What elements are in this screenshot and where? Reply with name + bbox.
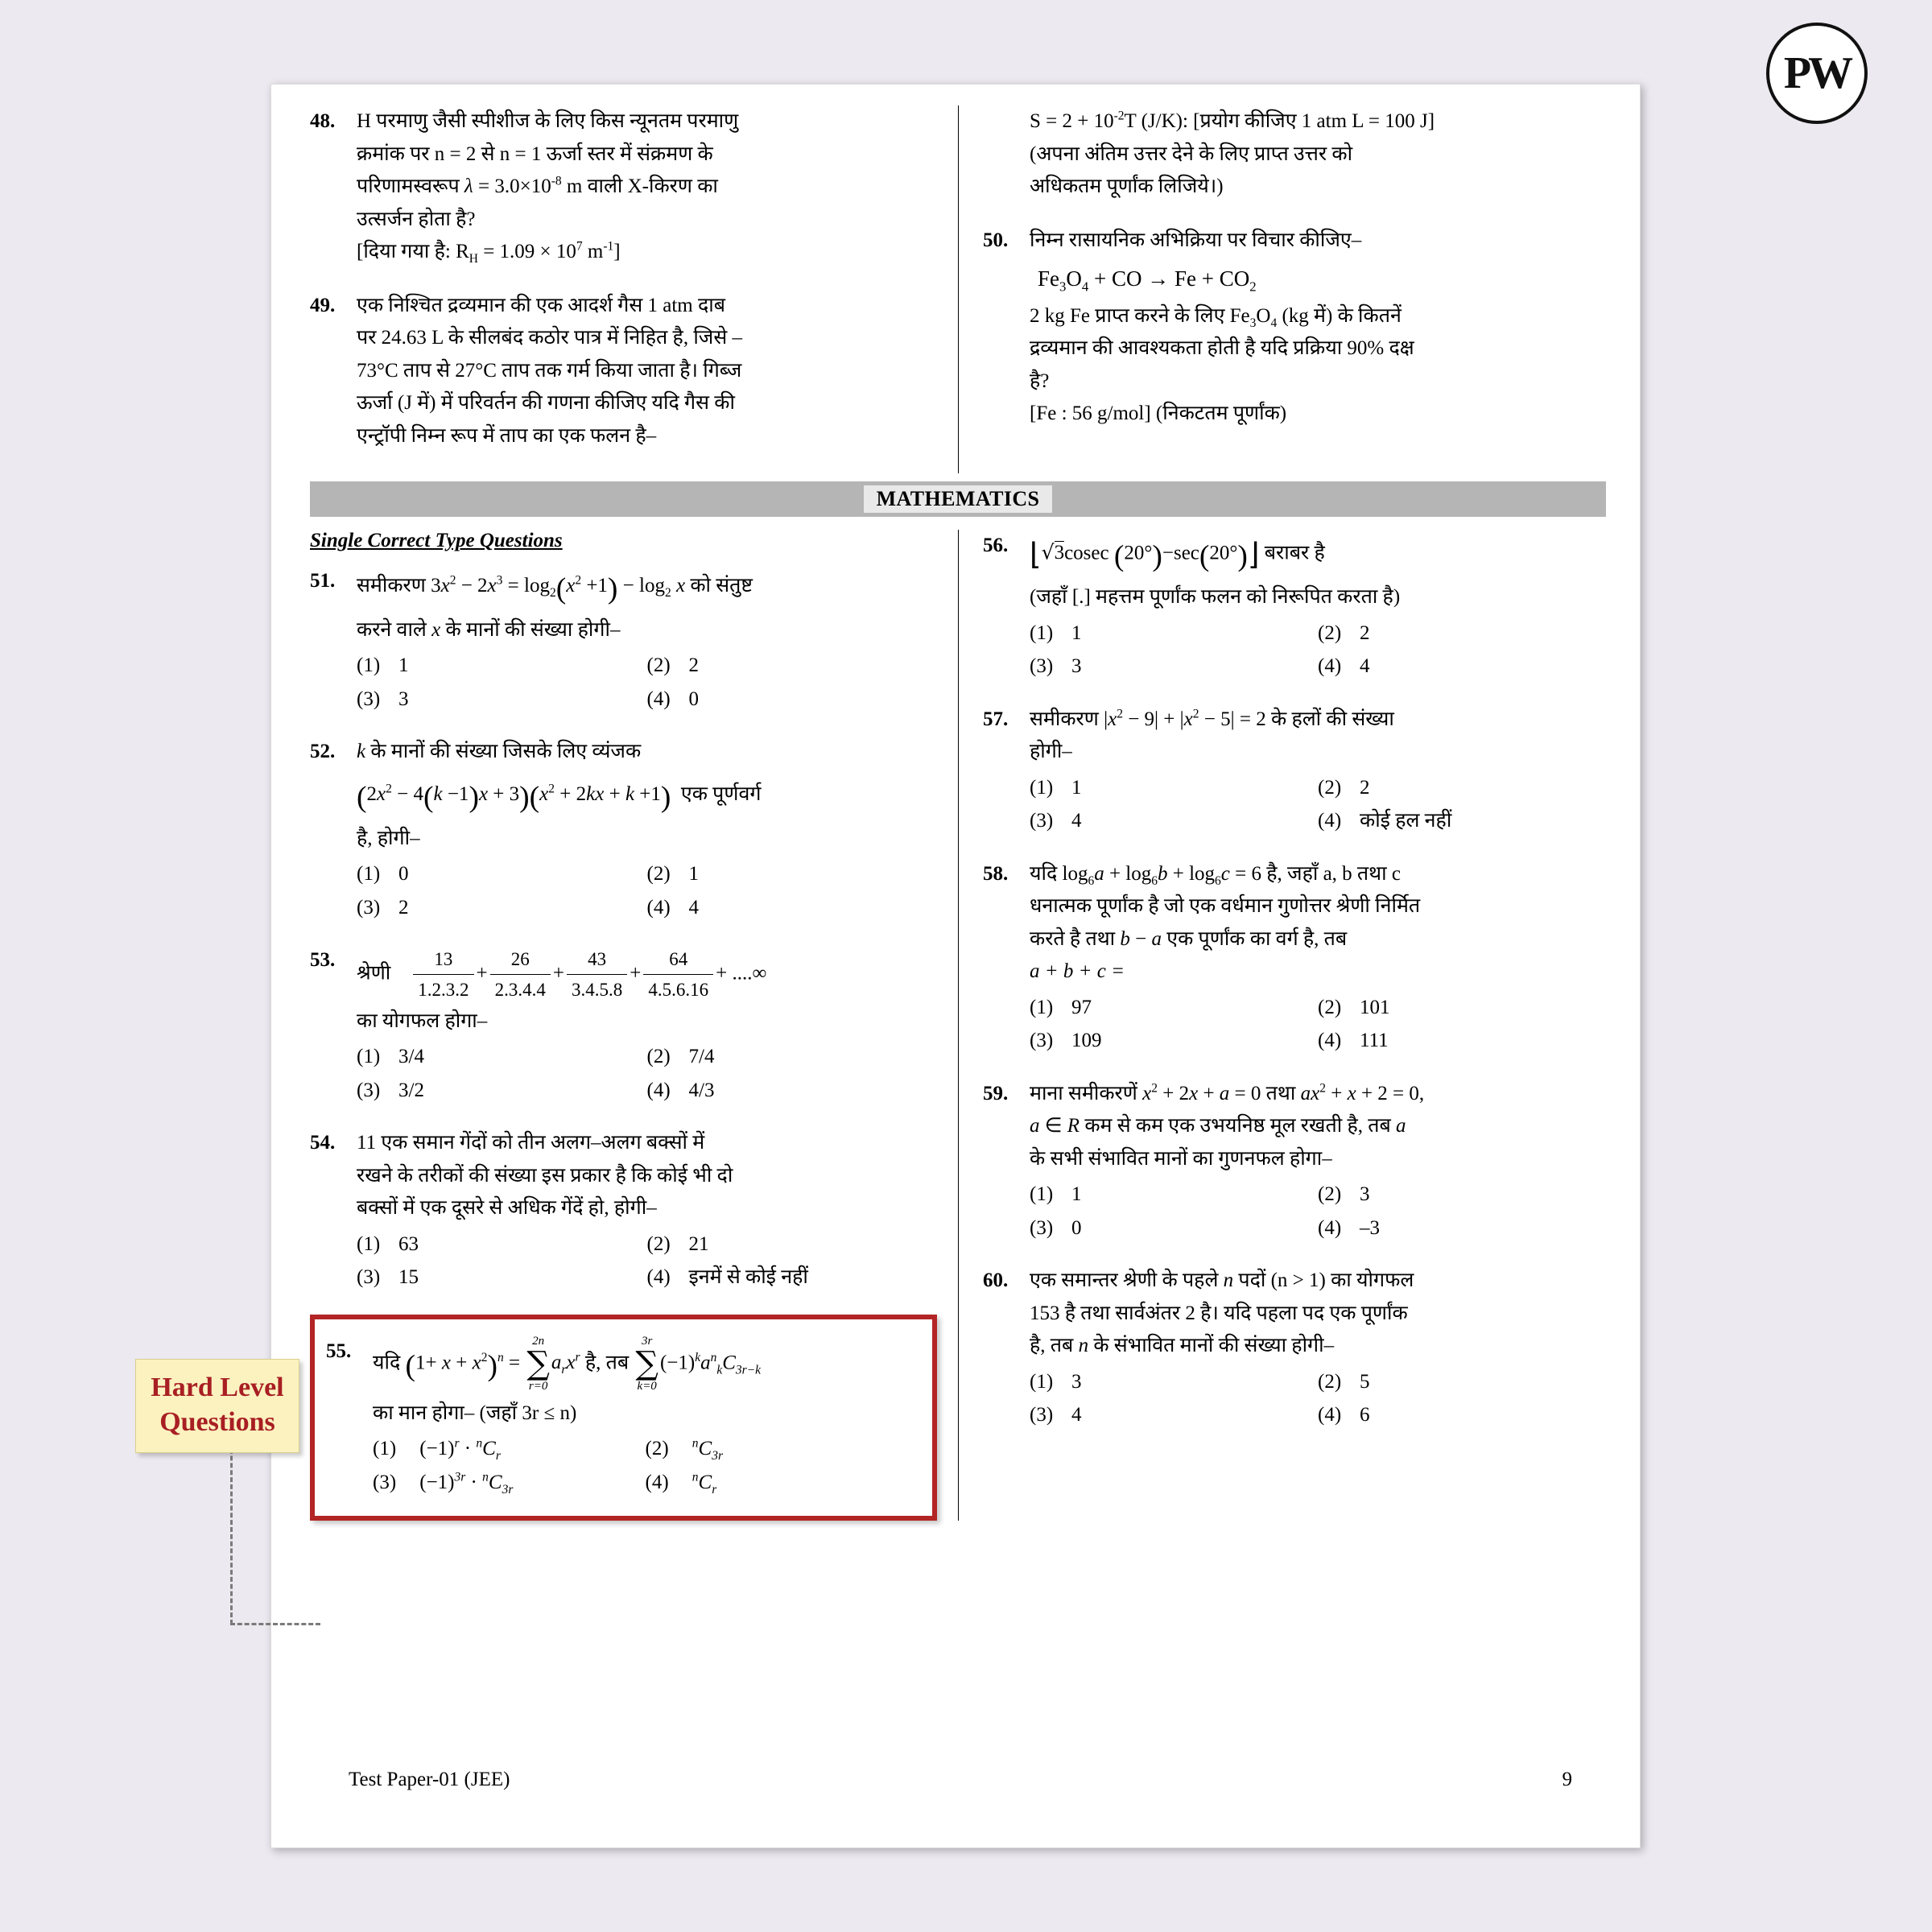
- pw-logo-text: PW: [1783, 48, 1851, 98]
- q58-line-3-a: करते है तथा: [1030, 927, 1121, 950]
- question-55-options: [373, 1433, 918, 1498]
- q56-option-3[interactable]: [1030, 650, 1318, 683]
- q53-term-2-num: 26: [510, 949, 530, 969]
- q52-option-4-value: 4: [688, 896, 699, 919]
- question-52-number: 52.: [310, 741, 336, 763]
- q60-var-n-1: n: [1223, 1269, 1234, 1292]
- q56-option-2-value: 2: [1360, 621, 1370, 644]
- q48-line-1: H परमाणु जैसी स्पीशीज के लिए किस न्यूनतम परमाणु: [357, 110, 739, 132]
- q53-option-3-value: 3/2: [398, 1079, 424, 1101]
- q49-cont-line-1: [1030, 105, 1606, 138]
- q59-option-2[interactable]: [1318, 1179, 1606, 1211]
- q48-line-2: क्रमांक पर n = 2 से n = 1 ऊर्जा स्तर में संक्रमण के: [357, 142, 713, 165]
- question-58-options: [1030, 992, 1606, 1057]
- q54-option-4-label: (4): [646, 1266, 671, 1288]
- q49-cont-post: T (J/K): [प्रयोग कीजिए 1 atm L = 100 J]: [1124, 110, 1435, 132]
- q55-option-4-label: (4): [645, 1471, 669, 1493]
- q55-line-2-text: का मान होगा– (जहाँ 3r ≤ n): [373, 1402, 577, 1424]
- question-50: [983, 225, 1606, 431]
- q48-lambda-exp: -8: [551, 174, 562, 188]
- question-52-body: [357, 736, 937, 923]
- q58-line-1: यदि $\log_6a + \log_6b + \log_6c = 6$ है, जहाँ a, b तथा c: [1030, 862, 1401, 888]
- q52-option-3-label: (3): [357, 896, 381, 919]
- q57-option-4[interactable]: [1318, 805, 1606, 837]
- question-60: [983, 1265, 1606, 1431]
- q54-option-1-value: 63: [398, 1232, 419, 1255]
- q55-sigma-2: 3r ∑ k=0: [635, 1334, 658, 1393]
- q52-line-1-rest: के मानों की संख्या जिसके लिए व्यंजक: [365, 741, 642, 763]
- q60-option-4[interactable]: [1318, 1399, 1606, 1431]
- question-54-number: 54.: [310, 1132, 336, 1154]
- q48-given-end: ]: [613, 241, 621, 262]
- q53-option-2-value: 7/4: [688, 1046, 715, 1067]
- q54-option-2-value: 21: [688, 1232, 709, 1255]
- q50-line-2-c: (kg में) के कितनें: [1277, 304, 1402, 327]
- q58-option-4-label: (4): [1318, 1030, 1342, 1052]
- q57-option-2-value: 2: [1360, 776, 1370, 799]
- question-55-number: 55.: [326, 1340, 352, 1362]
- q58-line-1-pre: यदि log: [1030, 862, 1088, 885]
- question-56-options: [1030, 617, 1606, 683]
- q48-line-3-post: m वाली X-किरण का: [561, 175, 718, 197]
- subject-banner: [310, 481, 1606, 517]
- q53-label: श्रेणी: [357, 962, 391, 985]
- q51-stem: समीकरण $3x^2 - 2x^3 = \log_2(x^2 +1) - \log_2 x$ को संतुष्ट: [357, 572, 753, 605]
- q57-option-1[interactable]: [1030, 772, 1318, 804]
- question-48-body: [357, 105, 937, 269]
- q58-line-2: धनात्मक पूर्णांक है जो एक वर्धमान गुणोत्तर श्रेणी निर्मित: [1030, 895, 1421, 918]
- q52-var-k: k: [357, 741, 366, 763]
- q60-var-n-2: n: [1078, 1335, 1089, 1357]
- q57-stem-post: = 2 के हलों की संख्या: [1234, 708, 1394, 730]
- callout-leader-vertical: [230, 1435, 234, 1624]
- question-57: [983, 704, 1606, 837]
- q50-line-4: है?: [1030, 369, 1050, 392]
- q53-option-1-label: (1): [357, 1046, 381, 1067]
- question-51-options: [357, 650, 937, 715]
- q57-option-1-value: 1: [1071, 776, 1082, 799]
- q51-line-2-a: करने वाले: [357, 618, 432, 641]
- question-50-body: [1030, 225, 1606, 431]
- q55-option-1[interactable]: (1) $(-1)^r \cdot ^nC_r$: [373, 1433, 646, 1465]
- chemistry-left-column: [310, 105, 958, 473]
- q56-option-1-value: 1: [1071, 621, 1082, 644]
- q59-line-2-a: कम से कम एक उभयनिष्ठ मूल रखती है, तब: [1080, 1115, 1396, 1137]
- q59-line-1: माना समीकरणें $x^2 + 2x + a = 0$ तथा $ax^2 + x + 2 = 0$,: [1030, 1081, 1425, 1104]
- q58-option-4[interactable]: [1318, 1025, 1606, 1057]
- q49-cont-exp: -2: [1113, 109, 1125, 123]
- q58-option-2[interactable]: [1318, 992, 1606, 1024]
- chemistry-right-column: [958, 105, 1606, 473]
- q52-option-3-value: 2: [398, 896, 409, 919]
- page-footer: [349, 1769, 1572, 1791]
- q51-option-4-value: 0: [688, 687, 699, 710]
- q53-term-2-den: 2.3.4.4: [490, 974, 551, 1005]
- q59-option-1-label: (1): [1030, 1183, 1054, 1206]
- question-55-highlight-box: [310, 1315, 937, 1521]
- q49-line-4: ऊर्जा (J में) में परिवर्तन की गणना कीजिए यदि गैस की: [357, 392, 735, 414]
- q52-option-1[interactable]: [357, 858, 647, 890]
- q58-option-1-label: (1): [1030, 996, 1054, 1018]
- q54-option-3-value: 15: [398, 1266, 419, 1288]
- q55-stem: यदि $(1+ x + x^2)^n$ = 2n ∑ r=0 $a_rx^r$ है, तब 3r ∑ k=0 $(-1)^ka^n_kC_{3r-k}$: [373, 1334, 762, 1393]
- question-53-number: 53.: [310, 949, 336, 971]
- q48-given-exp: 7: [576, 239, 583, 254]
- q51-option-2-value: 2: [688, 654, 699, 677]
- q51-line-2-b: के मानों की संख्या होगी–: [440, 618, 621, 641]
- q48-given: [357, 236, 937, 269]
- question-49-continuation: [983, 105, 1606, 204]
- q57-option-3[interactable]: [1030, 805, 1318, 837]
- q56-stem-tail: बराबर है: [1259, 542, 1325, 564]
- q49-cont-line-3: अधिकतम पूर्णांक लिजिये।): [1030, 175, 1224, 197]
- question-49-body: [357, 290, 937, 453]
- q51-option-1-label: (1): [357, 654, 381, 677]
- q53-term-1-num: 13: [434, 949, 453, 969]
- q54-option-4[interactable]: [647, 1261, 938, 1294]
- q53-term-1: [413, 944, 473, 1005]
- question-58-body: [1030, 858, 1606, 1057]
- q58-line-1-post: = 6 है, जहाँ a, b तथा c: [1229, 862, 1401, 885]
- q60-line-1-b: पदों (n > 1) का योगफल: [1233, 1269, 1414, 1292]
- q53-series: श्रेणी $\frac{13}{1.2.3.2}$ + $\frac{26}{2.3.4.4}$ + $\frac{43}{3.4.5.8}$ + $\frac{64}{4.5.6.16}$ + ....∞: [357, 944, 937, 1005]
- q51-option-3[interactable]: [357, 683, 647, 716]
- q55-option-3-label: (3): [373, 1471, 397, 1493]
- q48-given-pre: [दिया गया है: R: [357, 241, 469, 262]
- q51-option-3-value: 3: [398, 687, 409, 710]
- q56-option-1[interactable]: [1030, 617, 1318, 650]
- q58-option-3-label: (3): [1030, 1030, 1054, 1052]
- question-52-options: [357, 858, 937, 923]
- q51-option-1-value: 1: [398, 654, 409, 677]
- q60-line-3-b: के संभावित मानों की संख्या होगी–: [1088, 1335, 1335, 1357]
- q58-option-2-label: (2): [1318, 996, 1342, 1018]
- q50-line-2-a: 2 kg Fe प्राप्त करने के लिए Fe: [1030, 304, 1250, 327]
- q51-var-x: x: [431, 618, 441, 641]
- q58-option-3-value: 109: [1071, 1030, 1102, 1052]
- q53-term-2: [490, 944, 551, 1005]
- q52-line-4: है, होगी–: [357, 827, 420, 849]
- q53-option-4-value: 4/3: [688, 1079, 715, 1101]
- page-sheet: [270, 84, 1641, 1848]
- q52-line-1: [357, 736, 937, 769]
- q59-option-4-label: (4): [1318, 1216, 1342, 1239]
- question-55: [326, 1335, 918, 1499]
- q52-option-2[interactable]: [647, 858, 938, 890]
- callout-line-1: Hard Level: [151, 1373, 284, 1402]
- pw-logo: [1766, 23, 1868, 124]
- q57-option-2[interactable]: [1318, 772, 1606, 804]
- q57-option-2-label: (2): [1318, 776, 1342, 799]
- q53-term-4: [643, 944, 713, 1005]
- q52-option-4-label: (4): [646, 896, 671, 919]
- q50-line-5: [Fe : 56 g/mol] (निकटतम पूर्णांक): [1030, 402, 1287, 425]
- question-53: [310, 944, 937, 1106]
- q57-option-4-label: (4): [1318, 810, 1342, 832]
- q59-option-4[interactable]: [1318, 1212, 1606, 1245]
- q54-line-1: 11 एक समान गेंदों को तीन अलग–अलग बक्सों में: [357, 1132, 705, 1154]
- q55-sigma-1: 2n ∑ r=0: [526, 1334, 550, 1393]
- callout-leader-horizontal: [230, 1623, 320, 1627]
- question-51-body: [357, 565, 937, 715]
- q57-stem: समीकरण $|x^2 - 9| + |x^2 - 5| = 2$ के हलों की संख्या: [1030, 707, 1394, 730]
- footer-page-number: 9: [1562, 1769, 1572, 1790]
- q50-line-2-b: O: [1256, 304, 1271, 327]
- q49-cont-spacer: [983, 105, 1030, 204]
- q53-option-4[interactable]: [647, 1075, 938, 1107]
- q59-option-3-label: (3): [1030, 1216, 1054, 1239]
- question-54: [310, 1127, 937, 1294]
- q54-option-2[interactable]: [647, 1228, 938, 1261]
- q60-line-2: 153 है तथा सार्वअंतर 2 है। यदि पहला पद एक पूर्णांक: [1030, 1302, 1408, 1324]
- q59-option-3-value: 0: [1071, 1216, 1082, 1239]
- q51-stem-post: को संतुष्ट: [685, 574, 753, 597]
- q53-term-3: [567, 944, 627, 1005]
- q56-option-4-label: (4): [1318, 655, 1342, 678]
- q49-cont-line-2: (अपना अंतिम उत्तर देने के लिए प्राप्त उत्तर को: [1030, 142, 1353, 165]
- question-59-options: [1030, 1179, 1606, 1244]
- q51-stem-pre: समीकरण: [357, 574, 431, 597]
- q59-option-1[interactable]: [1030, 1179, 1318, 1211]
- q52-option-1-label: (1): [357, 863, 381, 885]
- q56-option-3-value: 3: [1071, 655, 1082, 678]
- q58-option-4-value: 111: [1360, 1030, 1389, 1052]
- question-54-body: [357, 1127, 937, 1294]
- hard-level-questions-callout: [135, 1359, 299, 1453]
- mathematics-columns: [310, 530, 1606, 1521]
- q53-term-4-den: 4.5.6.16: [643, 974, 713, 1005]
- q48-lambda-value: 3.0×10: [494, 175, 551, 197]
- q60-option-3-value: 4: [1071, 1404, 1082, 1426]
- q54-option-1[interactable]: [357, 1228, 647, 1261]
- q60-option-2-label: (2): [1318, 1370, 1342, 1393]
- q53-option-1[interactable]: [357, 1041, 647, 1073]
- q50-reaction: $Fe_3O_4$ + CO → $Fe + CO_2$: [1038, 266, 1257, 295]
- question-59-body: [1030, 1078, 1606, 1245]
- q60-option-3-label: (3): [1030, 1404, 1054, 1426]
- q60-option-4-value: 6: [1360, 1404, 1370, 1426]
- q51-line-2: [357, 614, 937, 647]
- q60-option-2-value: 5: [1360, 1370, 1370, 1393]
- q48-given-unit: m: [582, 241, 604, 262]
- q58-option-1[interactable]: [1030, 992, 1318, 1024]
- q50-sub-1: 3: [1249, 316, 1257, 330]
- callout-line-2: Questions: [159, 1406, 275, 1437]
- q59-option-2-value: 3: [1360, 1183, 1370, 1206]
- q58-line-4: a + b + c =: [1030, 960, 1125, 983]
- question-57-body: [1030, 704, 1606, 837]
- q55-stem-pre: यदि: [373, 1351, 406, 1373]
- q53-term-4-num: 64: [669, 949, 688, 969]
- q49-line-5: एन्ट्रॉपी निम्न रूप में ताप का एक फलन है–: [357, 424, 657, 447]
- question-51-number: 51.: [310, 570, 336, 592]
- q55-option-2-label: (2): [645, 1438, 669, 1460]
- q52-option-1-value: 0: [398, 863, 409, 885]
- q56-option-2-label: (2): [1318, 621, 1342, 644]
- question-54-options: [357, 1228, 937, 1294]
- q57-stem-pre: समीकरण: [1030, 708, 1104, 730]
- q50-line-2: [1030, 300, 1606, 333]
- q52-expr-tail: एक पूर्णवर्ग: [680, 782, 762, 805]
- subject-banner-label: MATHEMATICS: [864, 485, 1053, 513]
- question-60-body: [1030, 1265, 1606, 1431]
- q56-stem: ⌊√3cosec (20°)−sec(20°)⌋ बराबर है: [1030, 536, 1325, 573]
- question-56: [983, 530, 1606, 683]
- q56-line-2: (जहाँ [.] महत्तम पूर्णांक फलन को निरूपित करता है): [1030, 586, 1401, 609]
- q50-line-3: द्रव्यमान की आवश्यकता होती है यदि प्रक्रिया 90% दक्ष: [1030, 337, 1414, 360]
- question-56-number: 56.: [983, 535, 1009, 556]
- q52-option-2-value: 1: [688, 863, 699, 885]
- q52-expression: $(2x^2 - 4(k -1)x + 3)(x^2 + 2kx + k +1)$ एक पूर्णवर्ग: [357, 780, 762, 814]
- q60-line-3-a: है, तब: [1030, 1335, 1079, 1357]
- q57-option-3-value: 4: [1071, 810, 1082, 832]
- q59-option-4-value: –3: [1360, 1216, 1380, 1239]
- q60-line-1-a: एक समान्तर श्रेणी के पहले: [1030, 1269, 1224, 1292]
- q60-line-1: [1030, 1265, 1606, 1298]
- q51-option-4-label: (4): [646, 687, 671, 710]
- q57-option-1-label: (1): [1030, 776, 1054, 799]
- q50-line-1: निम्न रासायनिक अभिक्रिया पर विचार कीजिए–: [1030, 229, 1362, 251]
- q51-option-2[interactable]: [647, 650, 938, 682]
- question-53-options: [357, 1041, 937, 1106]
- q50-sub-2: 4: [1270, 316, 1278, 330]
- q49-line-1: एक निश्चित द्रव्यमान की एक आदर्श गैस 1 atm दाब: [357, 294, 725, 316]
- q58-option-2-value: 101: [1360, 996, 1390, 1018]
- q56-option-4[interactable]: [1318, 650, 1606, 683]
- q56-option-1-label: (1): [1030, 621, 1054, 644]
- q54-option-2-label: (2): [646, 1232, 671, 1255]
- q51-option-3-label: (3): [357, 687, 381, 710]
- question-50-number: 50.: [983, 229, 1009, 251]
- q58-option-1-value: 97: [1071, 996, 1092, 1018]
- q54-line-3: बक्सों में एक दूसरे से अधिक गेंदें हो, होगी–: [357, 1197, 657, 1219]
- q59-line-2: a ∈ R कम से कम एक उभयनिष्ठ मूल रखती है, तब a: [1030, 1115, 1406, 1137]
- q53-series-tail: + ....∞: [716, 962, 767, 985]
- q58-line-3: करते है तथा b − a एक पूर्णांक का वर्ग है, तब: [1030, 927, 1348, 950]
- q49-line-3: 73°C ताप से 27°C ताप तक गर्म किया जाता है। गिब्ज: [357, 359, 742, 382]
- q60-line-3: [1030, 1330, 1606, 1363]
- q54-option-3[interactable]: [357, 1261, 647, 1294]
- q60-option-4-label: (4): [1318, 1404, 1342, 1426]
- q49-continuation-body: [1030, 105, 1606, 204]
- q49-cont-pre: S = 2 + 10: [1030, 110, 1114, 132]
- footer-test-paper-label: Test Paper-01 (JEE): [349, 1769, 510, 1790]
- q55-option-2[interactable]: (2) $^nC_{3r}$: [646, 1433, 919, 1465]
- q53-term-1-den: 1.2.3.2: [413, 974, 473, 1005]
- question-58-number: 58.: [983, 862, 1009, 885]
- q60-option-2[interactable]: [1318, 1366, 1606, 1398]
- question-53-body: [357, 944, 937, 1106]
- question-60-number: 60.: [983, 1269, 1009, 1292]
- q52-option-3[interactable]: [357, 892, 647, 924]
- q51-option-2-label: (2): [646, 654, 671, 677]
- q60-option-1[interactable]: [1030, 1366, 1318, 1398]
- q57-option-4-value: कोई हल नहीं: [1360, 810, 1452, 832]
- q53-option-1-value: 3/4: [398, 1046, 424, 1067]
- question-52: [310, 736, 937, 923]
- question-57-options: [1030, 772, 1606, 837]
- q53-option-4-label: (4): [646, 1079, 671, 1101]
- q53-option-2-label: (2): [646, 1046, 671, 1067]
- q55-option-4[interactable]: (4) $^nC_r$: [646, 1467, 919, 1499]
- question-58: [983, 858, 1606, 1057]
- q48-line-4: उत्सर्जन होता है?: [357, 208, 476, 230]
- chemistry-columns: [310, 105, 1606, 473]
- q59-option-1-value: 1: [1071, 1183, 1082, 1206]
- q53-option-3-label: (3): [357, 1079, 381, 1101]
- q48-given-post: = 1.09 × 10: [477, 241, 576, 262]
- q57-line-2: होगी–: [1030, 741, 1072, 763]
- q54-option-1-label: (1): [357, 1232, 381, 1255]
- q53-option-3[interactable]: [357, 1075, 647, 1107]
- q52-option-4[interactable]: [647, 892, 938, 924]
- q54-line-2: रखने के तरीकों की संख्या इस प्रकार है कि कोई भी दो: [357, 1164, 733, 1187]
- q59-line-3: के सभी संभावित मानों का गुणनफल होगा–: [1030, 1147, 1332, 1170]
- q48-line-3: परिणामस्वरूप $\lambda = 3.0\times 10^{-8}$ m वाली X-किरण का: [357, 174, 718, 197]
- question-57-number: 57.: [983, 708, 1009, 730]
- q60-option-3[interactable]: [1030, 1399, 1318, 1431]
- q48-given-unit-exp: -1: [603, 239, 614, 254]
- q51-option-4[interactable]: [647, 683, 938, 716]
- question-59-number: 59.: [983, 1082, 1009, 1104]
- q55-line-2: [373, 1397, 918, 1430]
- q55-option-3[interactable]: (3) $(-1)^{3r} \cdot ^nC_{3r}$: [373, 1467, 646, 1499]
- question-48: [310, 105, 937, 269]
- q55-option-1-label: (1): [373, 1438, 397, 1460]
- q58-line-3-b: एक पूर्णांक का वर्ग है, तब: [1162, 927, 1348, 950]
- q56-option-3-label: (3): [1030, 655, 1054, 678]
- question-60-options: [1030, 1366, 1606, 1431]
- section-heading: Single Correct Type Questions: [310, 530, 563, 551]
- question-49-number: 49.: [310, 294, 336, 316]
- q53-option-2[interactable]: [647, 1041, 938, 1073]
- q54-option-3-label: (3): [357, 1266, 381, 1288]
- q53-term-3-num: 43: [588, 949, 607, 969]
- math-right-column: [958, 530, 1606, 1521]
- q59-option-3[interactable]: [1030, 1212, 1318, 1245]
- q53-line-2: का योगफल होगा–: [357, 1009, 488, 1032]
- q51-option-1[interactable]: [357, 650, 647, 682]
- q54-option-4-value: इनमें से कोई नहीं: [688, 1266, 808, 1288]
- q60-option-1-label: (1): [1030, 1370, 1054, 1393]
- q56-option-4-value: 4: [1360, 655, 1370, 678]
- q58-option-3[interactable]: [1030, 1025, 1318, 1057]
- q59-option-2-label: (2): [1318, 1183, 1342, 1206]
- question-49: [310, 290, 937, 453]
- q52-option-2-label: (2): [646, 863, 671, 885]
- question-55-body: [373, 1335, 918, 1499]
- question-51: [310, 565, 937, 715]
- question-48-number: 48.: [310, 110, 336, 132]
- q48-line-3-pre: परिणामस्वरूप: [357, 175, 464, 197]
- q48-given-sub: H: [469, 252, 478, 266]
- q55-stem-mid: है, तब: [580, 1351, 634, 1373]
- q60-option-1-value: 3: [1071, 1370, 1082, 1393]
- q57-option-3-label: (3): [1030, 810, 1054, 832]
- question-59: [983, 1078, 1606, 1245]
- question-56-body: [1030, 530, 1606, 683]
- q49-line-2: पर 24.63 L के सीलबंद कठोर पात्र में निहित है, जिसे –: [357, 327, 742, 349]
- q59-line-1-a: माना समीकरणें: [1030, 1082, 1143, 1104]
- q53-term-3-den: 3.4.5.8: [567, 974, 627, 1005]
- math-left-column: [310, 530, 958, 1521]
- q56-option-2[interactable]: [1318, 617, 1606, 650]
